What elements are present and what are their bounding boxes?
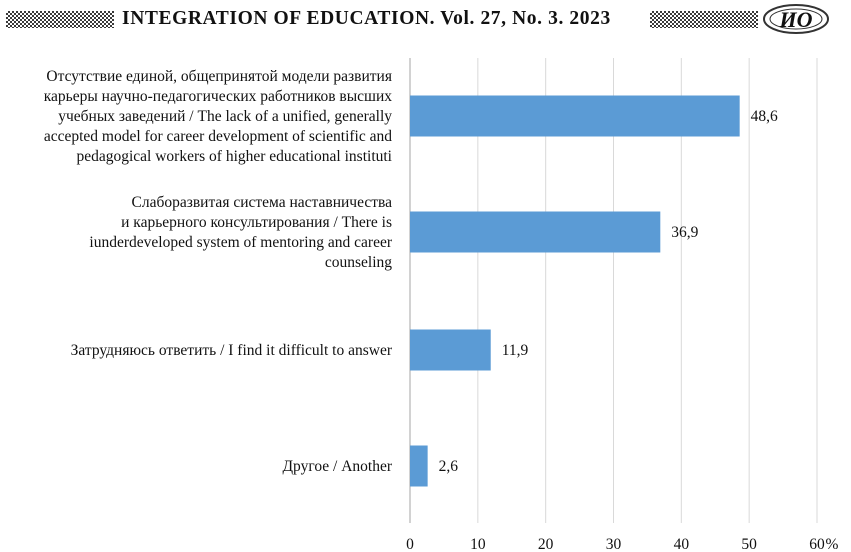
category-label: Другое / Another [282,458,392,475]
category-label: Отсутствие единой, общепринятой модели развития [46,68,392,85]
category-label: Слаборазвитая система наставничества [131,194,392,211]
category-label: pedagogical workers of higher educational instituti [76,148,392,165]
data-label: 2,6 [438,458,459,475]
bar [410,212,660,253]
category-label: counseling [324,254,392,271]
x-tick-label: 60 [809,536,825,552]
x-unit-label: % [825,536,839,552]
category-label: iunderdeveloped system of mentoring and career [89,234,392,251]
data-label: 36,9 [671,224,699,241]
x-tick-label: 0 [406,536,414,552]
x-tick-label: 40 [673,536,690,552]
category-label: и карьерного консультирования / There is [121,214,392,231]
data-label: 48,6 [750,108,778,125]
x-tick-label: 10 [470,536,486,552]
bar [410,96,740,137]
data-label: 11,9 [501,342,529,359]
bar [410,446,428,487]
x-tick-label: 20 [537,536,554,552]
x-tick-label: 50 [741,536,757,552]
category-label: accepted model for career development of scientific and [43,128,392,145]
category-label: учебных заведений / The lack of a unified, generally [58,108,392,125]
x-tick-label: 30 [605,536,622,552]
bar [410,330,491,371]
journal-logo-text: ИО [779,7,813,32]
category-label: карьеры научно-педагогических работников высших [43,88,392,105]
journal-title: INTEGRATION OF EDUCATION. Vol. 27, No. 3. 2023 [122,8,611,29]
category-label: Затрудняюсь ответить / I find it difficult to answer [70,342,392,359]
